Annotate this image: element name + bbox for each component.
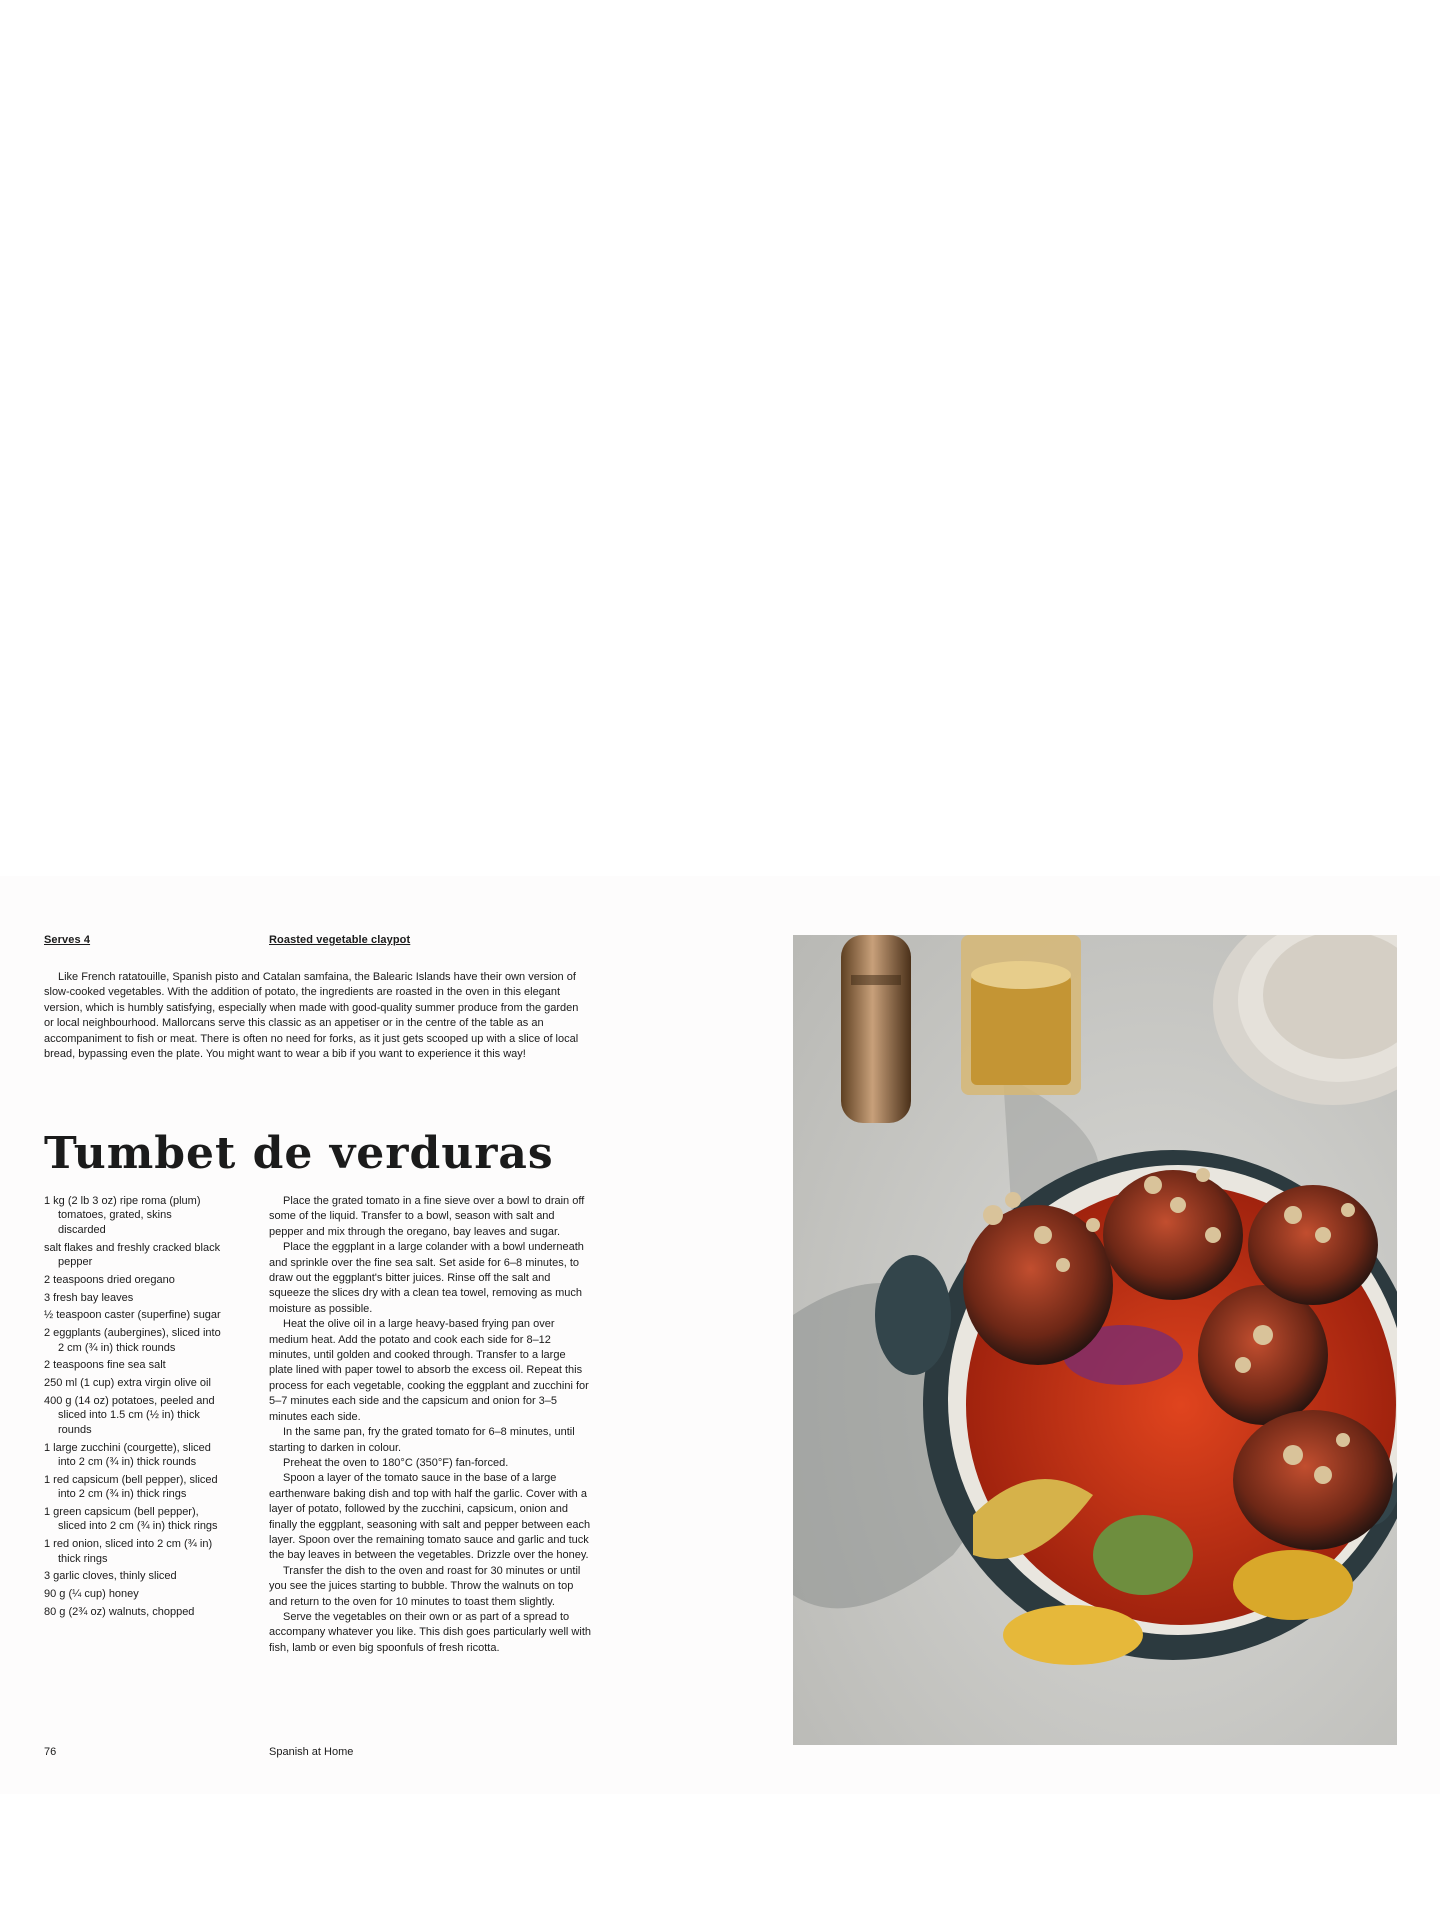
ingredient-item: 3 garlic cloves, thinly sliced (44, 1570, 177, 1583)
page-number: 76 (44, 1746, 57, 1758)
ingredient-item: 2 teaspoons dried oregano (44, 1273, 175, 1286)
method-step: Heat the olive oil in a large heavy-based frying pan over medium heat. Add the potato and cook each side for 8–12 minutes, until golden and cooked through. Transfer to a large plate lined with paper towel to absorb the excess oil. Repeat this process for each vegetable, cooking the eggplant and zucchini for 5–7 minutes each side and the capsicum and onion for 3–5 minutes each side. (269, 1318, 589, 1423)
ingredient-item: 80 g (2¾ oz) walnuts, chopped (44, 1606, 195, 1619)
serves-label: Serves 4 (44, 934, 91, 946)
method-step: Transfer the dish to the oven and roast for 30 minutes or until you see the juices starting to bubble. Throw the walnuts on top and return to the oven for 10 minutes to toast them slightly. (269, 1564, 581, 1608)
book-title-footer: Spanish at Home (269, 1746, 354, 1758)
method-step: Place the grated tomato in a fine sieve over a bowl to drain off some of the liquid. Transfer to a bowl, season with salt and pepper and mix through the oregano, bay leaves and sugar. (269, 1195, 585, 1238)
ingredient-item: ½ teaspoon caster (superfine) sugar (44, 1309, 221, 1322)
ingredient-item: 1 large zucchini (courgette), sliced into 2 cm (¾ in) thick rounds (44, 1441, 211, 1469)
ingredient-item: salt flakes and freshly cracked black pepper (44, 1241, 221, 1269)
recipe-title: Tumbet de verduras (44, 1128, 554, 1179)
ingredient-item: 2 teaspoons fine sea salt (44, 1359, 166, 1372)
method-text (269, 1194, 591, 1656)
recipe-photo (793, 935, 1397, 1745)
english-title-label: Roasted vegetable claypot (269, 934, 411, 946)
ingredient-item: 2 eggplants (aubergines), sliced into 2 cm (¾ in) thick rounds (44, 1327, 221, 1354)
ingredient-item: 90 g (¼ cup) honey (44, 1588, 139, 1601)
ingredient-item: 3 fresh bay leaves (44, 1291, 134, 1304)
method-step: Serve the vegetables on their own or as part of a spread to accompany whatever you like. This dish goes particularly well with fish, lamb or even big spoonfuls of fresh ricotta. (269, 1610, 591, 1654)
ingredient-list (44, 1194, 222, 1623)
method-step: Spoon a layer of the tomato sauce in the base of a large earthenware baking dish and top with half the garlic. Cover with a layer of potato, followed by the zucchini, capsicum, onion and finally the eggplant, seasoning with salt and pepper between each layer. Spoon over the remaining tomato sauce and garlic and tuck the bay leaves in between the vegetables. Drizzle over the honey. (269, 1472, 591, 1562)
method-step: Preheat the oven to 180°C (350°F) fan-forced. (283, 1456, 509, 1469)
ingredient-item: 1 kg (2 lb 3 oz) ripe roma (plum) tomatoes, grated, skins discarded (44, 1195, 201, 1236)
intro-paragraph: Like French ratatouille, Spanish pisto and Catalan samfaina, the Balearic Islands have their own version of slow-cooked vegetables. With the addition of potato, the ingredients are roasted in the oven in this elegant version, which is humbly satisfying, especially when made with good-quality summer produce from the garden or local neighbourhood. Mallorcans serve this classic as an appetiser or in the centre of the table as an accompaniment to fish or meat. There is often no need for forks, as it just gets scooped up with a slice of local bread, bypassing even the plate. You might want to wear a bib if you want to experience it this way! (44, 971, 579, 1061)
ingredient-item: 1 red onion, sliced into 2 cm (¾ in) thick rings (44, 1538, 213, 1565)
method-step: Place the eggplant in a large colander with a bowl underneath and sprinkle over the fine sea salt. Set aside for 6–8 minutes, to draw out the eggplant's bitter juices. Rinse off the salt and squeeze the slices dry with a clean tea towel, removing as much moisture as possible. (269, 1241, 584, 1315)
ingredient-item: 250 ml (1 cup) extra virgin olive oil (44, 1377, 211, 1390)
method-step: In the same pan, fry the grated tomato for 6–8 minutes, until starting to darken in colour. (269, 1426, 575, 1454)
ingredient-item: 1 red capsicum (bell pepper), sliced into 2 cm (¾ in) thick rings (44, 1473, 218, 1501)
ingredient-item: 1 green capsicum (bell pepper), sliced into 2 cm (¾ in) thick rings (44, 1506, 218, 1533)
ingredient-item: 400 g (14 oz) potatoes, peeled and sliced into 1.5 cm (½ in) thick rounds (44, 1395, 215, 1436)
